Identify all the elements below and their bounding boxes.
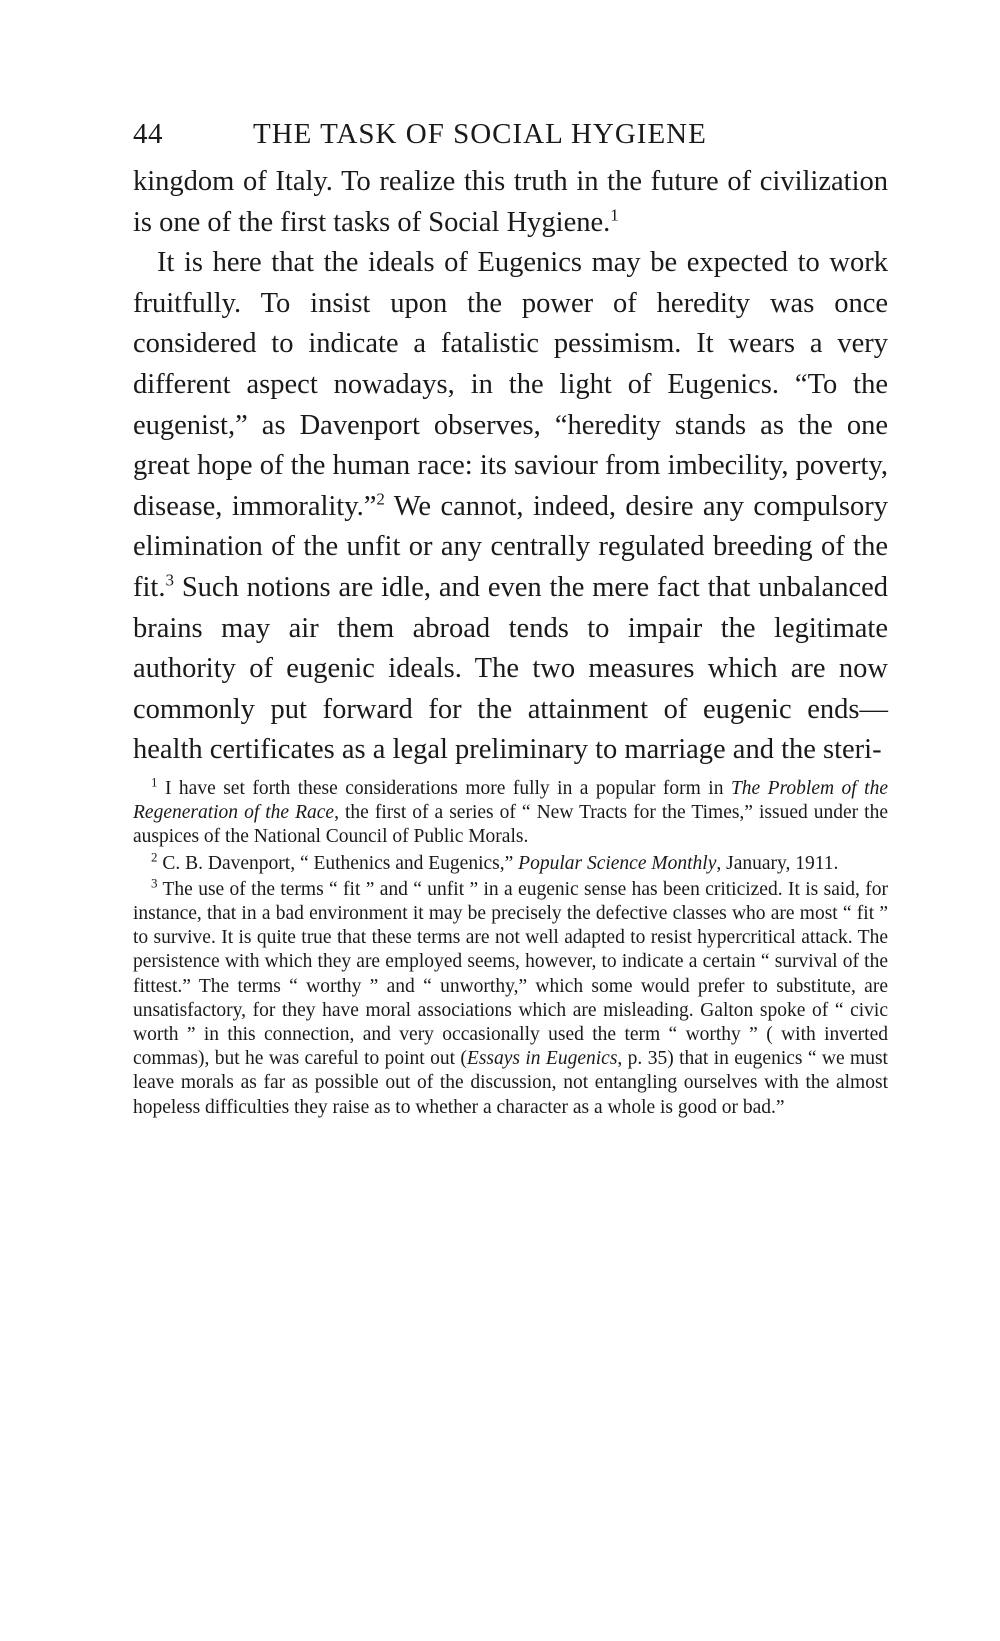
footnote-2 — [133, 849, 888, 876]
footnote-ref-3: 3 — [165, 570, 174, 590]
footnote-3-book: Essays in Eugenics — [466, 1048, 618, 1070]
paragraph-2-text-b: We cannot, indeed, desire any compulsory elimination of the unfit or any centrally regulated breeding of the fit. — [133, 490, 888, 603]
book-page — [133, 112, 888, 1120]
footnote-2-mark: 2 — [151, 849, 158, 865]
footnote-2-journal: Popular Science Monthly — [518, 852, 717, 874]
footnote-3-text-b: , p. 35) that in eugenics “ we must leave morals as far as possible out of the discussion, not entangling ourselves with the almost hopeless difficulties they raise as to whether a character as a whole is good or bad.” — [133, 1048, 888, 1118]
footnote-ref-2: 2 — [376, 489, 385, 509]
paragraph-1-text: kingdom of Italy. To realize this truth in the future of civilization is one of the first tasks of Social Hygiene. — [133, 166, 888, 238]
body-text — [133, 162, 888, 771]
footnote-1 — [133, 774, 889, 850]
page-number: 44 — [133, 118, 163, 150]
paragraph-2 — [133, 243, 888, 771]
footnote-2-text-a: C. B. Davenport, “ Euthenics and Eugenics,” — [157, 852, 519, 874]
footnote-3-mark: 3 — [151, 875, 158, 891]
footnote-1-text-a: I have set forth these considerations more fully in a popular form in — [157, 777, 731, 799]
footnotes — [133, 774, 889, 1120]
footnote-2-text-b: , January, 1911. — [716, 852, 839, 874]
paragraph-2-text-a: It is here that the ideals of Eugenics may be expected to work fruitfully. To insist upon the power of heredity was once considered to indicate a fatalistic pessimism. It wears a very different aspect nowadays, in the light of Eugenics. “To the eugenist,” as Davenport observes, “heredity stands as the one great hope of the human race: its saviour from imbecility, poverty, disease, immorality.” — [133, 247, 888, 522]
footnote-ref-1: 1 — [610, 205, 619, 225]
footnote-1-mark: 1 — [151, 774, 158, 790]
paragraph-2-text-c: Such notions are idle, and even the mere fact that unbalanced brains may air them abroad tends to impair the legitimate authority of eugenic ideals. The two measures which are now commonly put forward for the attainment of eugenic ends—health certificates as a legal preliminary to marriage and the steri- — [133, 571, 888, 766]
paragraph-1 — [133, 162, 888, 243]
page-header — [133, 112, 888, 162]
footnote-1-text-b: , the first of a series of “ New Tracts for the Times,” issued under the auspices of the National Council of Public Morals. — [133, 802, 889, 848]
footnote-3-text-a: The use of the terms “ fit ” and “ unfit ” in a eugenic sense has been criticized. It is said, for instance, that in a bad environment it may be precisely the defective classes who are most “ fit ” to survive. It is quite true that these terms are not well adapted to resist hypercritical attack. The persistence with which they are employed seems, however, to indicate a certain “ survival of the fittest.” The terms “ worthy ” and “ unworthy,” which some would prefer to substitute, are unsatisfactory, for they have moral associations which are misleading. Galton spoke of “ civic worth ” in this connection, and very occasionally used the term “ worthy ” ( with inverted commas), but he was careful to point out ( — [133, 878, 888, 1070]
running-title: THE TASK OF SOCIAL HYGIENE — [253, 118, 707, 150]
footnote-1-title: The Problem of the Regeneration of the Race — [133, 777, 889, 824]
footnote-3 — [133, 875, 888, 1120]
